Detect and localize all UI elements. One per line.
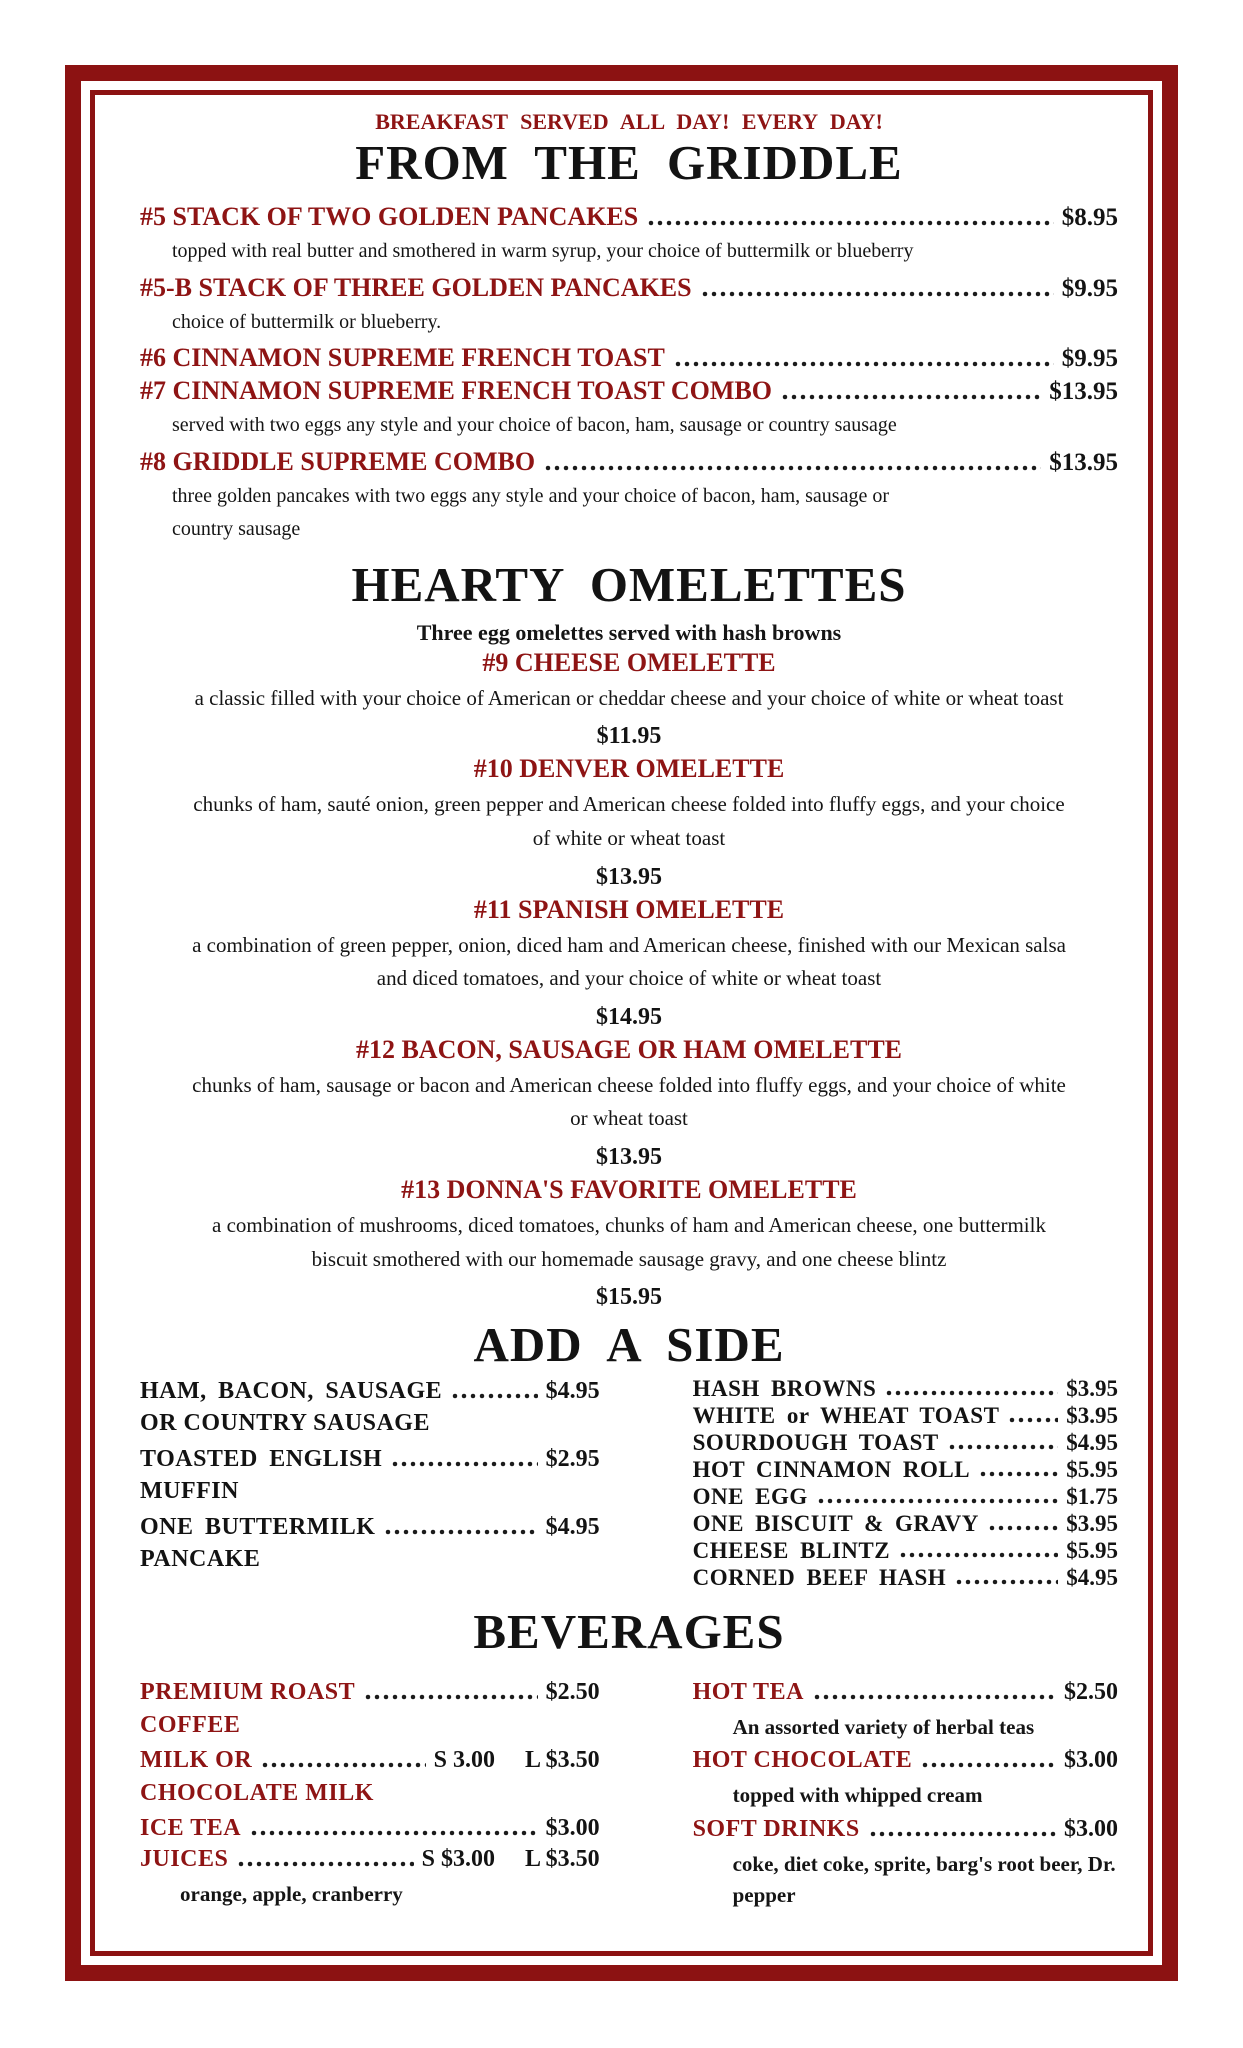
- menu-item-name: HAM, BACON, SAUSAGE: [140, 1378, 443, 1405]
- menu-item-price: $3.00: [1064, 1815, 1118, 1842]
- menu-item-name: TOASTED ENGLISH: [140, 1446, 383, 1473]
- menu-item-name: #13 DONNA'S FAVORITE OMELETTE: [401, 1174, 857, 1204]
- menu-item-name: ICE TEA: [140, 1814, 242, 1841]
- menu-item: [693, 1747, 1118, 1812]
- menu-item-price: $3.95: [1066, 1403, 1118, 1429]
- menu-item-desc: choice of buttermilk or blueberry.: [172, 310, 442, 333]
- menu-item-name: #7 CINNAMON SUPREME FRENCH TOAST COMBO: [140, 376, 772, 406]
- menu-item-name: PREMIUM ROAST: [140, 1678, 356, 1705]
- menu-item-price: $4.95: [1066, 1565, 1118, 1591]
- section-title-beverages: BEVERAGES: [473, 1604, 785, 1660]
- dotted-leader: [814, 1694, 1056, 1700]
- menu-item: [693, 1457, 1118, 1483]
- dotted-leader: [949, 1444, 1058, 1450]
- menu-item-name: JUICES: [140, 1845, 229, 1872]
- dotted-leader: [545, 465, 1041, 471]
- menu-item-name: HASH BROWNS: [692, 1376, 877, 1402]
- menu-item-name-line2: PANCAKE: [140, 1546, 261, 1573]
- menu-item: [140, 273, 1118, 303]
- menu-border-inner: [90, 90, 1153, 1956]
- beverages-right-column: [693, 1675, 1118, 1912]
- menu-item-price: $5.95: [1066, 1457, 1118, 1483]
- dotted-leader: [675, 361, 1054, 367]
- menu-item-price: $2.50: [545, 1678, 600, 1705]
- menu-item-desc: coke, diet coke, sprite, barg's root beer, Dr. pepper: [732, 1851, 1116, 1908]
- menu-item: [693, 1376, 1118, 1402]
- menu-item-desc: orange, apple, cranberry: [180, 1881, 403, 1906]
- menu-item-price: $13.95: [596, 863, 662, 890]
- menu-item: [693, 1403, 1118, 1429]
- menu-item-name: HOT CINNAMON ROLL: [692, 1457, 971, 1483]
- menu-item: [140, 376, 1118, 406]
- menu-item-price: $2.50: [1064, 1678, 1118, 1705]
- menu-item: [140, 447, 1118, 477]
- menu-item-name: CORNED BEEF HASH: [692, 1565, 947, 1591]
- sides-columns: [140, 1376, 1118, 1592]
- dotted-leader: [1009, 1417, 1058, 1423]
- menu-item-name: #9 CHEESE OMELETTE: [482, 647, 776, 677]
- dotted-leader: [648, 220, 1054, 226]
- dotted-leader: [980, 1471, 1058, 1477]
- menu-item-name-line2: CHOCOLATE MILK: [140, 1779, 374, 1806]
- menu-item-name-line2: MUFFIN: [140, 1478, 239, 1505]
- menu-item-desc: a combination of green pepper, onion, diced ham and American cheese, finished with our Mexican salsa and diced tomatoes, and your choice of white or wheat toast: [192, 932, 1066, 991]
- menu-item: [140, 1815, 600, 1842]
- dotted-leader: [782, 394, 1041, 400]
- menu-item-name: ONE BISCUIT & GRAVY: [692, 1511, 979, 1537]
- menu-item-price: $3.00: [1064, 1747, 1118, 1774]
- menu-item-price: $4.95: [545, 1514, 600, 1541]
- menu-item: [693, 1565, 1118, 1591]
- menu-item-price: $2.95: [545, 1446, 600, 1473]
- menu-item-name: HOT TEA: [692, 1678, 804, 1705]
- menu-item-name: MILK OR: [140, 1746, 253, 1773]
- menu-item: [140, 895, 1118, 1031]
- dotted-leader: [922, 1762, 1056, 1768]
- menu-item-name: #12 BACON, SAUSAGE OR HAM OMELETTE: [355, 1034, 903, 1064]
- omelette-items: [140, 648, 1118, 1311]
- beverages-columns: [140, 1675, 1118, 1912]
- dotted-leader: [365, 1694, 537, 1700]
- menu-item-desc: a combination of mushrooms, diced tomatoes, chunks of ham and American cheese, one buttermilk biscuit smothered with our homemade sausage gravy, and one cheese blintz: [212, 1212, 1046, 1271]
- menu-item-price: $8.95: [1061, 203, 1118, 231]
- dotted-leader: [452, 1393, 537, 1399]
- menu-item-price: $15.95: [596, 1284, 662, 1311]
- menu-item-price: S 3.00 L $3.50: [433, 1746, 600, 1773]
- menu-item-price: $3.95: [1066, 1376, 1118, 1402]
- menu-item: [693, 1430, 1118, 1456]
- menu-item-name-line2: COFFEE: [140, 1711, 241, 1738]
- menu-item-desc: a classic filled with your choice of American or cheddar cheese and your choice of white or wheat toast: [194, 685, 1064, 710]
- dotted-leader: [262, 1762, 425, 1768]
- menu-item-name: #10 DENVER OMELETTE: [473, 754, 785, 784]
- menu-item: [693, 1538, 1118, 1564]
- menu-item-price: $3.00: [545, 1814, 600, 1841]
- menu-item-desc: three golden pancakes with two eggs any style and your choice of bacon, ham, sausage or country sausage: [172, 484, 889, 541]
- menu-border: [65, 65, 1178, 1981]
- menu-item-price: $4.95: [545, 1378, 600, 1405]
- menu-item-desc: served with two eggs any style and your choice of bacon, ham, sausage or country sausage: [172, 414, 897, 437]
- dotted-leader: [886, 1390, 1058, 1396]
- dotted-leader: [870, 1831, 1056, 1837]
- menu-item-price: $4.95: [1066, 1430, 1118, 1456]
- section-title-omelettes: HEARTY OMELETTES: [351, 556, 907, 612]
- menu-item: [140, 754, 1118, 890]
- menu-item-desc: topped with real butter and smothered in warm syrup, your choice of buttermilk or blueberry: [172, 239, 914, 262]
- menu-item-desc: chunks of ham, sauté onion, green pepper and American cheese folded into fluffy eggs, and your choice of white or wheat toast: [193, 792, 1065, 850]
- menu-item: [140, 202, 1118, 232]
- menu-item-price: $13.95: [596, 1143, 662, 1170]
- menu-item-price: $13.95: [1049, 448, 1118, 476]
- menu-item: [140, 1378, 600, 1437]
- menu-item-name: #11 SPANISH OMELETTE: [473, 894, 785, 924]
- menu-item: [140, 648, 1118, 751]
- menu-item-price: $9.95: [1061, 345, 1118, 373]
- menu-item-name: ONE BUTTERMILK: [140, 1514, 376, 1541]
- dotted-leader: [392, 1461, 538, 1467]
- menu-item-name: ONE EGG: [692, 1484, 808, 1510]
- menu-item-name: #5-B STACK OF THREE GOLDEN PANCAKES: [140, 272, 692, 302]
- griddle-items: [140, 202, 1118, 547]
- menu-item-desc: An assorted variety of herbal teas: [732, 1714, 1035, 1739]
- menu-item-name-line2: OR COUNTRY SAUSAGE: [140, 1410, 430, 1437]
- menu-item-price: $13.95: [1049, 378, 1118, 406]
- menu-item-name: #8 GRIDDLE SUPREME COMBO: [140, 446, 536, 476]
- menu-item-name: HOT CHOCOLATE: [692, 1747, 913, 1774]
- menu-item-name: #5 STACK OF TWO GOLDEN PANCAKES: [140, 201, 639, 231]
- menu-item: [140, 1846, 600, 1911]
- menu-content: [95, 95, 1148, 1951]
- menu-item-name: SOURDOUGH TOAST: [692, 1430, 939, 1456]
- dotted-leader: [989, 1525, 1058, 1531]
- sides-left-column: [140, 1376, 600, 1592]
- menu-item-desc: topped with whipped cream: [732, 1783, 983, 1808]
- menu-item-name: #6 CINNAMON SUPREME FRENCH TOAST: [140, 343, 665, 373]
- menu-item-name: WHITE or WHEAT TOAST: [692, 1403, 1000, 1429]
- dotted-leader: [238, 1861, 413, 1867]
- menu-item-price: $9.95: [1061, 274, 1118, 302]
- section-title-sides: ADD A SIDE: [473, 1317, 785, 1373]
- menu-item: [140, 1679, 600, 1739]
- menu-item: [140, 1747, 600, 1807]
- omelettes-subtitle: Three egg omelettes served with hash browns: [416, 619, 842, 645]
- menu-item-price: $11.95: [596, 723, 662, 750]
- menu-item: [693, 1484, 1118, 1510]
- menu-item-name: SOFT DRINKS: [692, 1815, 860, 1842]
- menu-item-price: $3.95: [1066, 1511, 1118, 1537]
- dotted-leader: [900, 1552, 1058, 1558]
- dotted-leader: [956, 1579, 1058, 1585]
- dotted-leader: [385, 1529, 537, 1535]
- dotted-leader: [251, 1830, 538, 1836]
- menu-item-price: $1.75: [1066, 1484, 1118, 1510]
- menu-item: [140, 1035, 1118, 1171]
- menu-item: [693, 1511, 1118, 1537]
- menu-item: [140, 343, 1118, 373]
- sides-right-column: [693, 1376, 1118, 1592]
- menu-item-name: CHEESE BLINTZ: [692, 1538, 891, 1564]
- menu-item-price: $14.95: [596, 1003, 662, 1030]
- menu-item-price: S $3.00 L $3.50: [421, 1845, 600, 1872]
- section-title-griddle: FROM THE GRIDDLE: [355, 135, 903, 190]
- dotted-leader: [702, 291, 1054, 297]
- banner-text: BREAKFAST SERVED ALL DAY! EVERY DAY!: [375, 109, 883, 134]
- menu-item-desc: chunks of ham, sausage or bacon and American cheese folded into fluffy eggs, and your choice of white or wheat toast: [192, 1072, 1066, 1131]
- dotted-leader: [818, 1498, 1058, 1504]
- menu-item: [693, 1679, 1118, 1744]
- menu-item: [693, 1816, 1118, 1912]
- menu-item: [140, 1175, 1118, 1311]
- menu-item: [140, 1514, 600, 1573]
- beverages-left-column: [140, 1675, 600, 1912]
- menu-item-price: $5.95: [1066, 1538, 1118, 1564]
- menu-item: [140, 1446, 600, 1505]
